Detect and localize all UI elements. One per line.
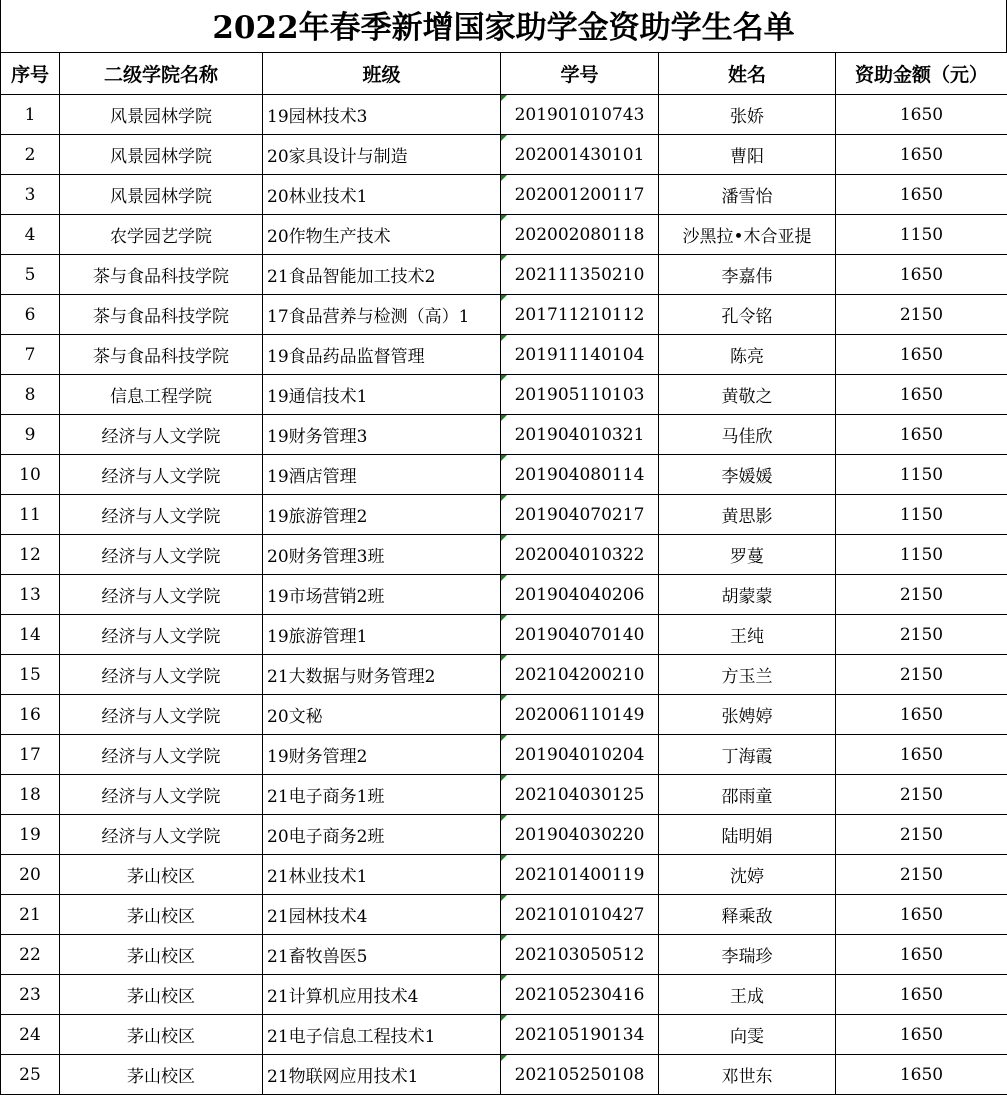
cell-amount[interactable]: 1650: [836, 95, 1007, 135]
cell-amount[interactable]: 1650: [836, 975, 1007, 1015]
table-row: [1, 695, 1007, 735]
cell-class[interactable]: 21大数据与财务管理2: [263, 655, 501, 695]
cell-index[interactable]: 7: [1, 335, 60, 375]
cell-student-id[interactable]: 201901010743: [501, 95, 659, 135]
cell-student-id[interactable]: 202105250108: [501, 1055, 659, 1095]
cell-index[interactable]: 24: [1, 1015, 60, 1055]
table-row: [1, 975, 1007, 1015]
cell-college[interactable]: 经济与人文学院: [60, 615, 263, 655]
cell-amount[interactable]: 1650: [836, 895, 1007, 935]
cell-amount[interactable]: 1650: [836, 255, 1007, 295]
cell-college[interactable]: 风景园林学院: [60, 135, 263, 175]
table-row: [1, 935, 1007, 975]
cell-student-id[interactable]: 202104200210: [501, 655, 659, 695]
cell-name[interactable]: 沙黑拉•木合亚提: [659, 215, 836, 255]
cell-college[interactable]: 茅山校区: [60, 855, 263, 895]
cell-class[interactable]: 21计算机应用技术4: [263, 975, 501, 1015]
cell-college[interactable]: 茅山校区: [60, 975, 263, 1015]
cell-college[interactable]: 经济与人文学院: [60, 655, 263, 695]
table-row: [1, 135, 1007, 175]
cell-student-id[interactable]: 201904040206: [501, 575, 659, 615]
cell-name[interactable]: 丁海霞: [659, 735, 836, 775]
table-row: [1, 495, 1007, 535]
cell-amount[interactable]: 1650: [836, 935, 1007, 975]
cell-student-id[interactable]: 201904010204: [501, 735, 659, 775]
cell-student-id[interactable]: 202001200117: [501, 175, 659, 215]
cell-class[interactable]: 21畜牧兽医5: [263, 935, 501, 975]
cell-student-id[interactable]: 201904070140: [501, 615, 659, 655]
cell-class[interactable]: 20家具设计与制造: [263, 135, 501, 175]
cell-college[interactable]: 经济与人文学院: [60, 535, 263, 575]
cell-index[interactable]: 17: [1, 735, 60, 775]
cell-college[interactable]: 经济与人文学院: [60, 575, 263, 615]
cell-student-id[interactable]: 201905110103: [501, 375, 659, 415]
cell-amount[interactable]: 1150: [836, 495, 1007, 535]
cell-college[interactable]: 经济与人文学院: [60, 695, 263, 735]
cell-amount[interactable]: 1150: [836, 215, 1007, 255]
cell-college[interactable]: 茶与食品科技学院: [60, 255, 263, 295]
table-row: [1, 895, 1007, 935]
cell-amount[interactable]: 2150: [836, 615, 1007, 655]
cell-college[interactable]: 农学园艺学院: [60, 215, 263, 255]
cell-college[interactable]: 风景园林学院: [60, 95, 263, 135]
cell-index[interactable]: 9: [1, 415, 60, 455]
table-row: [1, 455, 1007, 495]
cell-index[interactable]: 5: [1, 255, 60, 295]
cell-college[interactable]: 茅山校区: [60, 1055, 263, 1095]
cell-student-id[interactable]: 202002080118: [501, 215, 659, 255]
cell-name[interactable]: 陆明娟: [659, 815, 836, 855]
cell-name[interactable]: 李瑞珍: [659, 935, 836, 975]
cell-college[interactable]: 经济与人文学院: [60, 815, 263, 855]
cell-college[interactable]: 茶与食品科技学院: [60, 295, 263, 335]
cell-amount[interactable]: 2150: [836, 815, 1007, 855]
table-row: [1, 415, 1007, 455]
cell-student-id[interactable]: 201904070217: [501, 495, 659, 535]
cell-name[interactable]: 王纯: [659, 615, 836, 655]
cell-index[interactable]: 25: [1, 1055, 60, 1095]
cell-class[interactable]: 20财务管理3班: [263, 535, 501, 575]
table-row: [1, 175, 1007, 215]
aid-list-table: [0, 52, 1007, 1095]
cell-name[interactable]: 马佳欣: [659, 415, 836, 455]
cell-name[interactable]: 罗蔓: [659, 535, 836, 575]
cell-student-id[interactable]: 202004010322: [501, 535, 659, 575]
cell-college[interactable]: 风景园林学院: [60, 175, 263, 215]
cell-name[interactable]: 潘雪怡: [659, 175, 836, 215]
cell-amount[interactable]: 2150: [836, 855, 1007, 895]
cell-name[interactable]: 李嘉伟: [659, 255, 836, 295]
cell-student-id[interactable]: 202104030125: [501, 775, 659, 815]
cell-college[interactable]: 茅山校区: [60, 895, 263, 935]
cell-college[interactable]: 经济与人文学院: [60, 495, 263, 535]
cell-college[interactable]: 茅山校区: [60, 1015, 263, 1055]
cell-index[interactable]: 11: [1, 495, 60, 535]
cell-college[interactable]: 信息工程学院: [60, 375, 263, 415]
cell-name[interactable]: 王成: [659, 975, 836, 1015]
cell-class[interactable]: 19酒店管理: [263, 455, 501, 495]
cell-name[interactable]: 沈婷: [659, 855, 836, 895]
cell-index[interactable]: 1: [1, 95, 60, 135]
table-row: [1, 1055, 1007, 1095]
cell-student-id[interactable]: 202105230416: [501, 975, 659, 1015]
cell-index[interactable]: 2: [1, 135, 60, 175]
table-row: [1, 335, 1007, 375]
cell-name[interactable]: 陈亮: [659, 335, 836, 375]
cell-name[interactable]: 黄敬之: [659, 375, 836, 415]
table-body: [1, 95, 1007, 1095]
cell-student-id[interactable]: 201904030220: [501, 815, 659, 855]
cell-index[interactable]: 12: [1, 535, 60, 575]
cell-name[interactable]: 张娉婷: [659, 695, 836, 735]
cell-amount[interactable]: 1650: [836, 1055, 1007, 1095]
cell-index[interactable]: 15: [1, 655, 60, 695]
cell-index[interactable]: 4: [1, 215, 60, 255]
cell-college[interactable]: 经济与人文学院: [60, 775, 263, 815]
cell-student-id[interactable]: 202101400119: [501, 855, 659, 895]
header-student-id[interactable]: 学号: [501, 53, 659, 95]
cell-index[interactable]: 16: [1, 695, 60, 735]
cell-amount[interactable]: 2150: [836, 295, 1007, 335]
cell-index[interactable]: 3: [1, 175, 60, 215]
cell-class[interactable]: 20文秘: [263, 695, 501, 735]
table-row: [1, 375, 1007, 415]
cell-student-id[interactable]: 202105190134: [501, 1015, 659, 1055]
cell-student-id[interactable]: 201904010321: [501, 415, 659, 455]
table-row: [1, 255, 1007, 295]
cell-class[interactable]: 21园林技术4: [263, 895, 501, 935]
cell-student-id[interactable]: 201904080114: [501, 455, 659, 495]
cell-amount[interactable]: 1650: [836, 695, 1007, 735]
cell-class[interactable]: 17食品营养与检测（高）1: [263, 295, 501, 335]
cell-name[interactable]: 邓世东: [659, 1055, 836, 1095]
table-row: [1, 1015, 1007, 1055]
cell-index[interactable]: 18: [1, 775, 60, 815]
cell-student-id[interactable]: 202111350210: [501, 255, 659, 295]
cell-name[interactable]: 释乘敌: [659, 895, 836, 935]
cell-student-id[interactable]: 202103050512: [501, 935, 659, 975]
cell-amount[interactable]: 2150: [836, 775, 1007, 815]
cell-class[interactable]: 21食品智能加工技术2: [263, 255, 501, 295]
sheet-title: 2022年春季新增国家助学金资助学生名单: [0, 0, 1007, 52]
cell-class[interactable]: 19财务管理2: [263, 735, 501, 775]
cell-name[interactable]: 向雯: [659, 1015, 836, 1055]
cell-class[interactable]: 19通信技术1: [263, 375, 501, 415]
cell-amount[interactable]: 1150: [836, 535, 1007, 575]
table-row: [1, 815, 1007, 855]
cell-class[interactable]: 21电子商务1班: [263, 775, 501, 815]
cell-college[interactable]: 经济与人文学院: [60, 735, 263, 775]
table-row: [1, 535, 1007, 575]
header-name[interactable]: 姓名: [659, 53, 836, 95]
cell-class[interactable]: 19旅游管理2: [263, 495, 501, 535]
cell-amount[interactable]: 1650: [836, 335, 1007, 375]
table-row: [1, 295, 1007, 335]
cell-class[interactable]: 19财务管理3: [263, 415, 501, 455]
cell-amount[interactable]: 1650: [836, 175, 1007, 215]
cell-college[interactable]: 茶与食品科技学院: [60, 335, 263, 375]
table-row: [1, 735, 1007, 775]
cell-index[interactable]: 23: [1, 975, 60, 1015]
cell-amount[interactable]: 2150: [836, 655, 1007, 695]
cell-amount[interactable]: 1650: [836, 1015, 1007, 1055]
cell-index[interactable]: 10: [1, 455, 60, 495]
cell-name[interactable]: 张娇: [659, 95, 836, 135]
header-college[interactable]: 二级学院名称: [60, 53, 263, 95]
cell-index[interactable]: 13: [1, 575, 60, 615]
cell-amount[interactable]: 1150: [836, 455, 1007, 495]
cell-index[interactable]: 8: [1, 375, 60, 415]
table-row: [1, 655, 1007, 695]
cell-index[interactable]: 14: [1, 615, 60, 655]
cell-class[interactable]: 19食品药品监督管理: [263, 335, 501, 375]
cell-name[interactable]: 方玉兰: [659, 655, 836, 695]
cell-name[interactable]: 邵雨童: [659, 775, 836, 815]
cell-amount[interactable]: 1650: [836, 415, 1007, 455]
table-row: [1, 575, 1007, 615]
table-row: [1, 855, 1007, 895]
header-class[interactable]: 班级: [263, 53, 501, 95]
cell-class[interactable]: 21物联网应用技术1: [263, 1055, 501, 1095]
cell-amount[interactable]: 1650: [836, 375, 1007, 415]
cell-name[interactable]: 曹阳: [659, 135, 836, 175]
header-amount[interactable]: 资助金额（元）: [836, 53, 1007, 95]
cell-name[interactable]: 孔令铭: [659, 295, 836, 335]
cell-college[interactable]: 经济与人文学院: [60, 415, 263, 455]
cell-student-id[interactable]: 201911140104: [501, 335, 659, 375]
header-index[interactable]: 序号: [1, 53, 60, 95]
cell-class[interactable]: 19市场营销2班: [263, 575, 501, 615]
cell-class[interactable]: 21电子信息工程技术1: [263, 1015, 501, 1055]
cell-student-id[interactable]: 201711210112: [501, 295, 659, 335]
cell-amount[interactable]: 1650: [836, 735, 1007, 775]
cell-amount[interactable]: 2150: [836, 575, 1007, 615]
cell-student-id[interactable]: 202006110149: [501, 695, 659, 735]
table-row: [1, 95, 1007, 135]
header-row: [1, 53, 1007, 95]
cell-index[interactable]: 21: [1, 895, 60, 935]
cell-index[interactable]: 22: [1, 935, 60, 975]
cell-student-id[interactable]: 202001430101: [501, 135, 659, 175]
cell-class[interactable]: 20林业技术1: [263, 175, 501, 215]
cell-college[interactable]: 经济与人文学院: [60, 455, 263, 495]
cell-index[interactable]: 6: [1, 295, 60, 335]
cell-name[interactable]: 李媛媛: [659, 455, 836, 495]
cell-name[interactable]: 黄思影: [659, 495, 836, 535]
cell-college[interactable]: 茅山校区: [60, 935, 263, 975]
cell-name[interactable]: 胡蒙蒙: [659, 575, 836, 615]
cell-index[interactable]: 19: [1, 815, 60, 855]
table-row: [1, 615, 1007, 655]
cell-class[interactable]: 19园林技术3: [263, 95, 501, 135]
cell-index[interactable]: 20: [1, 855, 60, 895]
table-row: [1, 215, 1007, 255]
table-row: [1, 775, 1007, 815]
cell-class[interactable]: 20作物生产技术: [263, 215, 501, 255]
cell-amount[interactable]: 1650: [836, 135, 1007, 175]
cell-student-id[interactable]: 202101010427: [501, 895, 659, 935]
cell-class[interactable]: 21林业技术1: [263, 855, 501, 895]
cell-class[interactable]: 19旅游管理1: [263, 615, 501, 655]
cell-class[interactable]: 20电子商务2班: [263, 815, 501, 855]
